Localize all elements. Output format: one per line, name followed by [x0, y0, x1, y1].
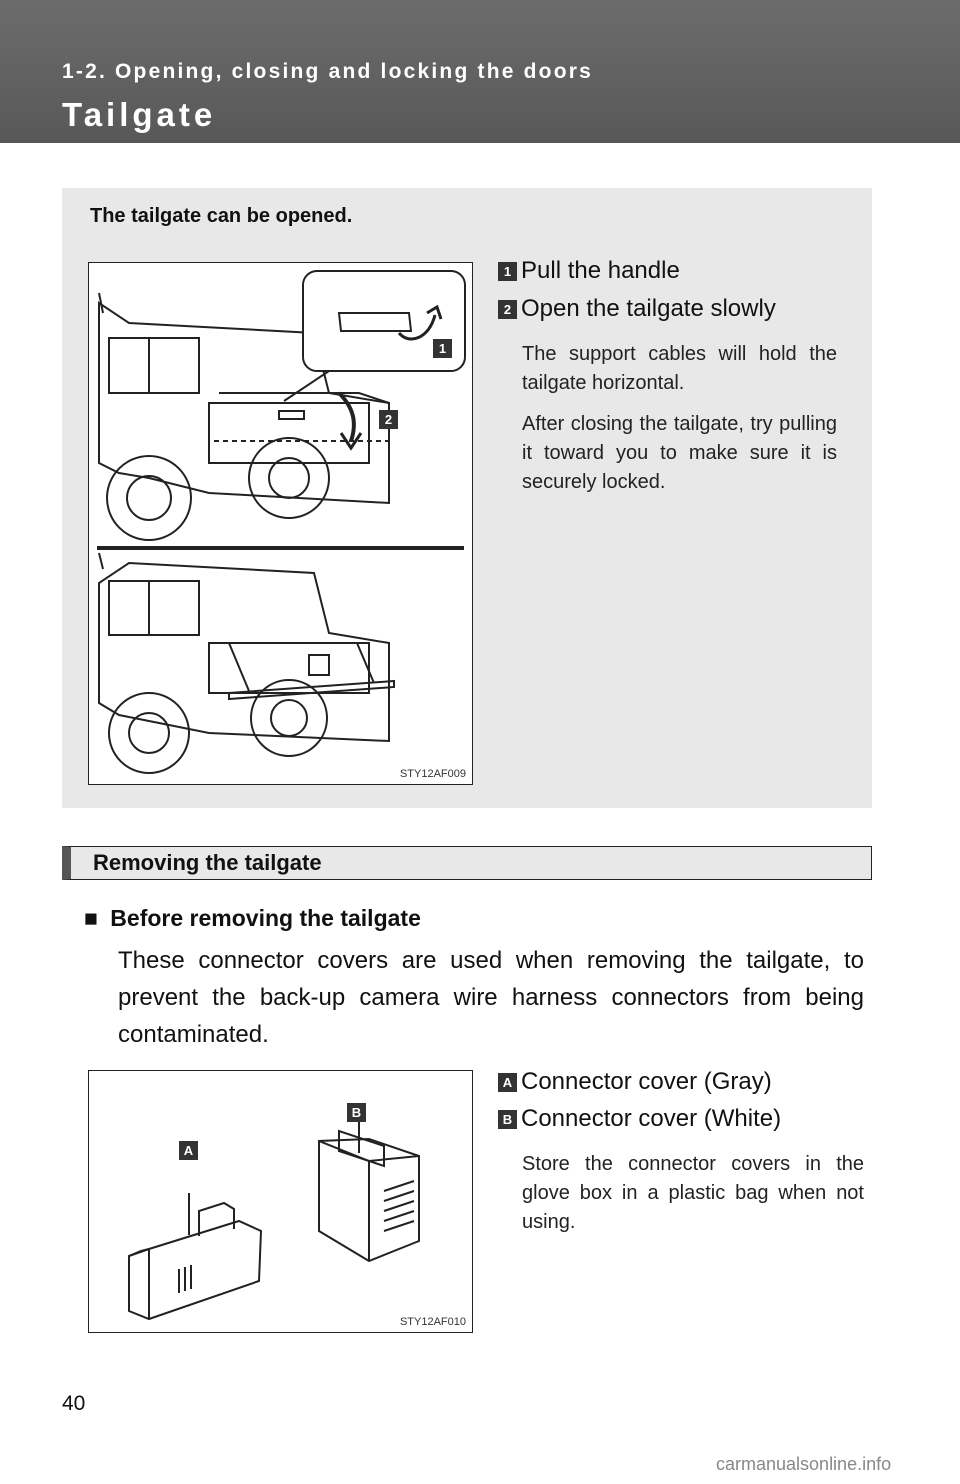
connector-covers-illustration: [89, 1071, 472, 1332]
bullet-title: Before removing the tailgate: [110, 905, 421, 931]
tailgate-figure: [88, 262, 473, 785]
subsection-title: Removing the tailgate: [93, 850, 322, 875]
item-b: [498, 1105, 781, 1133]
note-after-closing: After closing the tailgate, try pulling it toward you to make sure it is securely locked.: [522, 413, 837, 493]
step-badge: 1: [498, 262, 517, 281]
note-store-covers: Store the connector covers in the glove box in a plastic bag when not using.: [522, 1153, 864, 1233]
callout-badge-b: B: [347, 1103, 366, 1122]
item-badge: A: [498, 1073, 517, 1092]
watermark: carmanualsonline.info: [716, 1454, 892, 1474]
bullet-heading: [84, 905, 421, 932]
page-number: 40: [62, 1392, 86, 1415]
body-paragraph: These connector covers are used when removing the tailgate, to prevent the back-up camera wire harness connectors from being contaminated.: [118, 947, 864, 1048]
figure-code: STY12AF010: [399, 1316, 466, 1328]
item-text: Connector cover (Gray): [521, 1068, 772, 1095]
connector-figure: [88, 1070, 473, 1333]
square-bullet-icon: ■: [84, 905, 98, 931]
figure-code: STY12AF009: [399, 768, 466, 780]
intro-heading: The tailgate can be opened.: [90, 205, 353, 227]
page-title: Tailgate: [62, 96, 217, 133]
callout-badge-2: 2: [379, 410, 398, 429]
step-1: [498, 257, 680, 285]
callout-badge-1: 1: [433, 339, 452, 358]
callout-badge-a: A: [179, 1141, 198, 1160]
truck-illustration: [89, 263, 472, 784]
step-badge: 2: [498, 300, 517, 319]
item-a: [498, 1068, 772, 1096]
step-text: Pull the handle: [521, 257, 680, 284]
subsection-heading: [62, 846, 872, 880]
item-text: Connector cover (White): [521, 1105, 782, 1132]
item-badge: B: [498, 1110, 517, 1129]
note-support-cables: The support cables will hold the tailgate horizontal.: [522, 343, 837, 394]
step-text: Open the tailgate slowly: [521, 295, 776, 322]
step-2: [498, 295, 776, 323]
section-label: 1-2. Opening, closing and locking the doors: [62, 60, 593, 83]
